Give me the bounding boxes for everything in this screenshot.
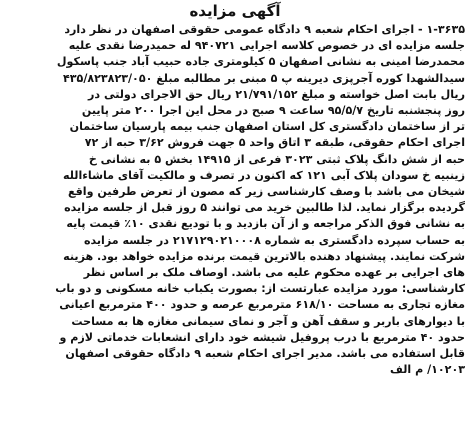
notice-line: جلسه مزایده ای در خصوص کلاسه اجرایی ۹۴۰۷۲۱ له حمیدرضا نقدی علیه: [68, 39, 465, 53]
notice-line: ریال بابت اصل خواسته و مبلغ ۲۱/۷۹۱/۱۵۲ ریال حق الاجرای دولتی در: [88, 87, 465, 101]
notice-line: قابل استفاده می باشد. مدیر اجرای احکام شعبه ۹ دادگاه حقوقی اصفهان: [65, 347, 465, 361]
notice-line: شرکت نمایند. پیشنهاد دهنده بالاترین قیمت برنده مزایده خواهد بود. هزینه: [63, 249, 465, 263]
notice-line: سیدالشهدا کوره آجرپزی دیرینه پ ۵ مبنی بر مطالبه مبلغ ۴۳۵/۸۲۳۸۲۳/۰۵۰: [63, 71, 465, 85]
notice-line: شیخان می باشد با وصف کارشناسی زیر که مصون از تعرض طرفین واقع: [67, 185, 465, 199]
notice-line: به حساب سپرده دادگستری به شماره ۲۱۷۱۲۹۰۲۱۰۰۰۸ در جلسه مزایده: [83, 233, 465, 247]
notice-line: کارشناسی: مورد مزایده عبارتست از: بصورت یکباب خانه مسکونی و دو باب: [55, 282, 465, 296]
notice-line: گردیده برگزار نماید. لذا طالبین خرید می توانند ۵ روز قبل از جلسه مزایده: [64, 201, 465, 215]
notice-line: محمدرضا امینی به نشانی اصفهان ۵ کیلومتری جاده حبیب آباد جنب پاسکول: [56, 55, 465, 69]
notice-line: حدود ۴۰ مترمربع با درب پروفیل شیشه خود دارای انشعابات خدماتی لازم و: [59, 330, 465, 344]
notice-line: روز پنجشنبه تاریخ ۹۵/۵/۷ ساعت ۹ صبح در محل این اجرا ۲۰۰ متر پایین: [81, 104, 465, 118]
notice-line: مغازه تجاری به مساحت ۶۱۸/۱۰ مترمربع عرصه و حدود ۴۰۰ مترمربع اعیانی: [59, 298, 465, 312]
notice-line: ۱۰۲۰۳/ م الف: [390, 363, 465, 377]
notice-title: آگهی مزایده: [189, 2, 281, 20]
notice-line: تر از ساختمان دادگستری کل استان اصفهان جنب بیمه پارسیان ساختمان: [69, 120, 465, 134]
notice-line: زینبیه خ سودان پلاک آبی ۱۲۱ که اکنون در تصرف و مالکیت آقای ماشاءالله: [63, 168, 465, 182]
notice-line: حبه از شش دانگ پلاک ثبتی ۳۰۲۳ فرعی از ۱۴۹۱۵ بخش ۵ به نشانی خ: [88, 152, 465, 166]
notice-body: [5, 22, 465, 378]
notice-line: ۱-۳۶۳۵ - اجرای احکام شعبه ۹ دادگاه عمومی حقوقی اصفهان در نظر دارد: [64, 23, 465, 36]
notice-line: با دیوارهای باربر و سقف آهن و آجر و نمای سیمانی مغازه ها به مساحت: [71, 314, 465, 328]
notice-line: های اجرایی بر عهده محکوم علیه می باشد. اوصاف ملک بر اساس نظر: [83, 266, 465, 280]
notice-line: اجرای احکام حقوقی، طبقه ۳ اتاق واحد ۵ جهت فروش ۳/۶۲ حبه از ۷۲: [84, 136, 465, 150]
notice-line: به نشانی فوق الذکر مراجعه و از آن بازدید و با تودیع نقدی ۱۰٪ قیمت پایه: [66, 217, 465, 231]
